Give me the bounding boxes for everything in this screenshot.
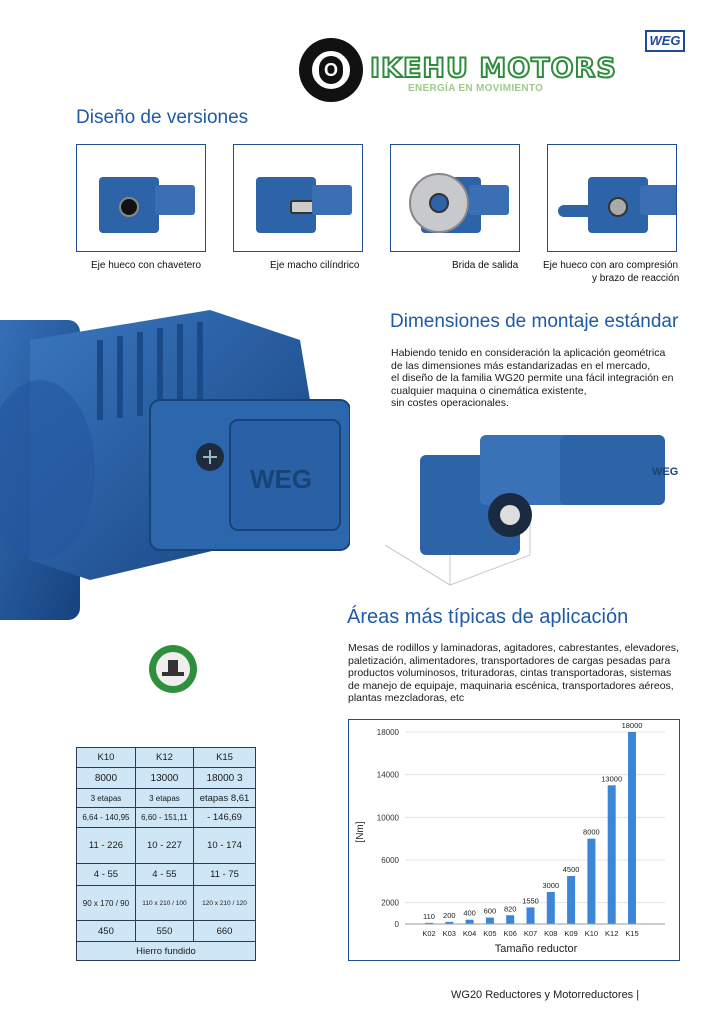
bar-value-label: 13000 xyxy=(601,774,623,784)
specs-table xyxy=(76,747,256,961)
applications-description xyxy=(348,642,708,705)
bar-value-label: 1550 xyxy=(522,896,539,906)
table-row xyxy=(77,886,256,921)
table-cell: 11 - 226 xyxy=(77,828,136,864)
mounting-title: Dimensiones de montaje estándar xyxy=(390,311,679,332)
version-thumb-solid-shaft xyxy=(233,144,363,252)
table-cell: 550 xyxy=(135,921,193,942)
bar-value-label: 8000 xyxy=(583,827,600,837)
x-tick-label: K04 xyxy=(462,929,477,938)
x-tick-label: K12 xyxy=(605,929,619,938)
x-tick-label: K09 xyxy=(564,929,578,938)
table-cell: 11 - 75 xyxy=(194,864,256,886)
table-cell: 13000 xyxy=(135,768,193,789)
table-row xyxy=(77,942,256,961)
x-tick-label: K07 xyxy=(523,929,538,938)
version-caption-1: Eje hueco con chavetero xyxy=(91,260,202,271)
weg-logo: WEG xyxy=(645,30,685,52)
y-tick-label: 6000 xyxy=(381,856,399,865)
y-tick-label: 10000 xyxy=(376,813,399,823)
table-header-cell: K12 xyxy=(135,748,193,768)
applications-text-line: productos voluminosos, trituradoras, cintas transportadoras, sistemas xyxy=(348,667,672,680)
y-tick-label: 18000 xyxy=(376,728,399,737)
bar-value-label: 18000 xyxy=(621,721,643,730)
x-tick-label: K10 xyxy=(584,929,599,938)
mounting-text-line: cualquier maquina o cinemática existente, xyxy=(391,384,587,397)
table-row xyxy=(77,768,256,789)
table-cell: 90 x 170 / 90 xyxy=(77,886,136,921)
version-caption-3: Brida de salida xyxy=(452,260,519,271)
mounting-text-line: sin costes operacionales. xyxy=(391,397,509,410)
version-thumb-hollow-keyed xyxy=(76,144,206,252)
version-caption-2: Eje macho cilíndrico xyxy=(270,260,360,271)
page-footer: WG20 Reductores y Motorreductores | xyxy=(451,989,640,1001)
versions-title: Diseño de versiones xyxy=(76,107,249,128)
x-tick-label: K15 xyxy=(625,929,639,938)
bar-value-label: 110 xyxy=(423,911,435,921)
efficiency-badge-icon xyxy=(148,644,198,694)
mounting-description xyxy=(391,347,691,410)
table-cell: 4 - 55 xyxy=(135,864,193,886)
table-cell: 3 etapas xyxy=(135,789,193,808)
table-row xyxy=(77,808,256,828)
table-cell: 450 xyxy=(77,921,136,942)
table-row xyxy=(77,789,256,808)
mounting-text-line: el diseño de la familia WG20 permite una fácil integración en xyxy=(391,372,674,385)
applications-text-line: plantas mezcladoras, etc xyxy=(348,692,465,705)
x-tick-label: K06 xyxy=(503,929,517,938)
table-row xyxy=(77,921,256,942)
version-caption-4-line2: y brazo de reacción xyxy=(592,273,680,284)
table-cell: 8000 xyxy=(77,768,136,789)
version-caption-4-line1: Eje hueco con aro compresión xyxy=(543,260,679,271)
torque-chart-frame xyxy=(348,719,680,961)
applications-title: Áreas más típicas de aplicación xyxy=(347,606,629,628)
table-cell: 3 etapas xyxy=(77,789,136,808)
applications-text-line: paletización, alimentadores, transportadores de cargas pesadas para xyxy=(348,654,671,667)
chart-bar xyxy=(527,907,535,924)
table-cell: 120 x 210 / 120 xyxy=(194,886,256,921)
table-row xyxy=(77,828,256,864)
mounting-text-line: de las dimensiones más estandarizadas en el mercado, xyxy=(391,359,651,372)
table-cell: etapas 8,61 xyxy=(194,789,256,808)
bar-value-label: 4500 xyxy=(562,865,580,874)
table-cell: 4 - 55 xyxy=(77,864,136,886)
table-cell: 110 x 210 / 100 xyxy=(135,886,193,921)
chart-bar xyxy=(506,915,514,924)
table-cell: 660 xyxy=(194,921,256,942)
table-row xyxy=(77,864,256,886)
torque-bar-chart xyxy=(349,720,679,960)
chart-bar xyxy=(628,732,636,924)
table-cell: 10 - 174 xyxy=(194,828,256,864)
x-tick-label: K05 xyxy=(483,929,497,938)
x-axis-label: Tamaño reductor xyxy=(494,943,578,955)
y-axis-label: [Nm] xyxy=(355,821,366,843)
applications-text-line: Mesas de rodillos y laminadoras, agitadores, cabrestantes, elevadores, xyxy=(348,642,679,654)
svg-text:WEG: WEG xyxy=(652,466,679,478)
bar-value-label: 820 xyxy=(503,904,517,914)
chart-bar xyxy=(587,839,595,924)
table-cell: 6,64 - 140,95 xyxy=(77,808,136,828)
chart-bar xyxy=(466,920,474,924)
table-header-cell: K10 xyxy=(77,748,136,768)
version-thumb-shrink-disc xyxy=(547,144,677,252)
chart-bar xyxy=(547,892,555,924)
y-tick-label: 0 xyxy=(394,920,399,929)
brand-tagline: ENERGÍA EN MOVIMIENTO xyxy=(408,83,544,94)
mounting-text-line: Habiendo tenido en consideración la aplicación geométrica xyxy=(391,347,666,359)
x-tick-label: K08 xyxy=(544,929,558,938)
x-tick-label: K03 xyxy=(442,929,456,938)
chart-bar xyxy=(608,785,616,924)
y-tick-label: 14000 xyxy=(376,770,399,780)
table-cell: 6,60 - 151,11 xyxy=(135,808,193,828)
gearmotor-dimensions-image xyxy=(380,415,690,595)
svg-text:WEG: WEG xyxy=(250,464,313,494)
table-cell: 18000 3 xyxy=(194,768,256,789)
company-logo-letter: O xyxy=(319,56,343,84)
chart-bar xyxy=(486,918,494,924)
table-cell: - 146,69 xyxy=(194,808,256,828)
bar-value-label: 3000 xyxy=(542,881,560,890)
brand-name: IKEHU MOTORS xyxy=(370,53,617,84)
bar-value-label: 200 xyxy=(443,910,456,920)
applications-text-line: de manejo de equipaje, maquinaria escénica, transportadores aéreos, xyxy=(348,679,674,692)
table-cell: 10 - 227 xyxy=(135,828,193,864)
table-footer-cell: Hierro fundido xyxy=(77,942,256,961)
bar-value-label: 400 xyxy=(463,908,476,918)
y-tick-label: 2000 xyxy=(381,898,399,908)
gearmotor-image-large xyxy=(0,300,350,640)
version-thumb-flange xyxy=(390,144,520,252)
x-tick-label: K02 xyxy=(422,929,436,938)
table-header-cell: K15 xyxy=(194,748,256,768)
bar-value-label: 600 xyxy=(483,906,497,916)
chart-bar xyxy=(567,876,575,924)
